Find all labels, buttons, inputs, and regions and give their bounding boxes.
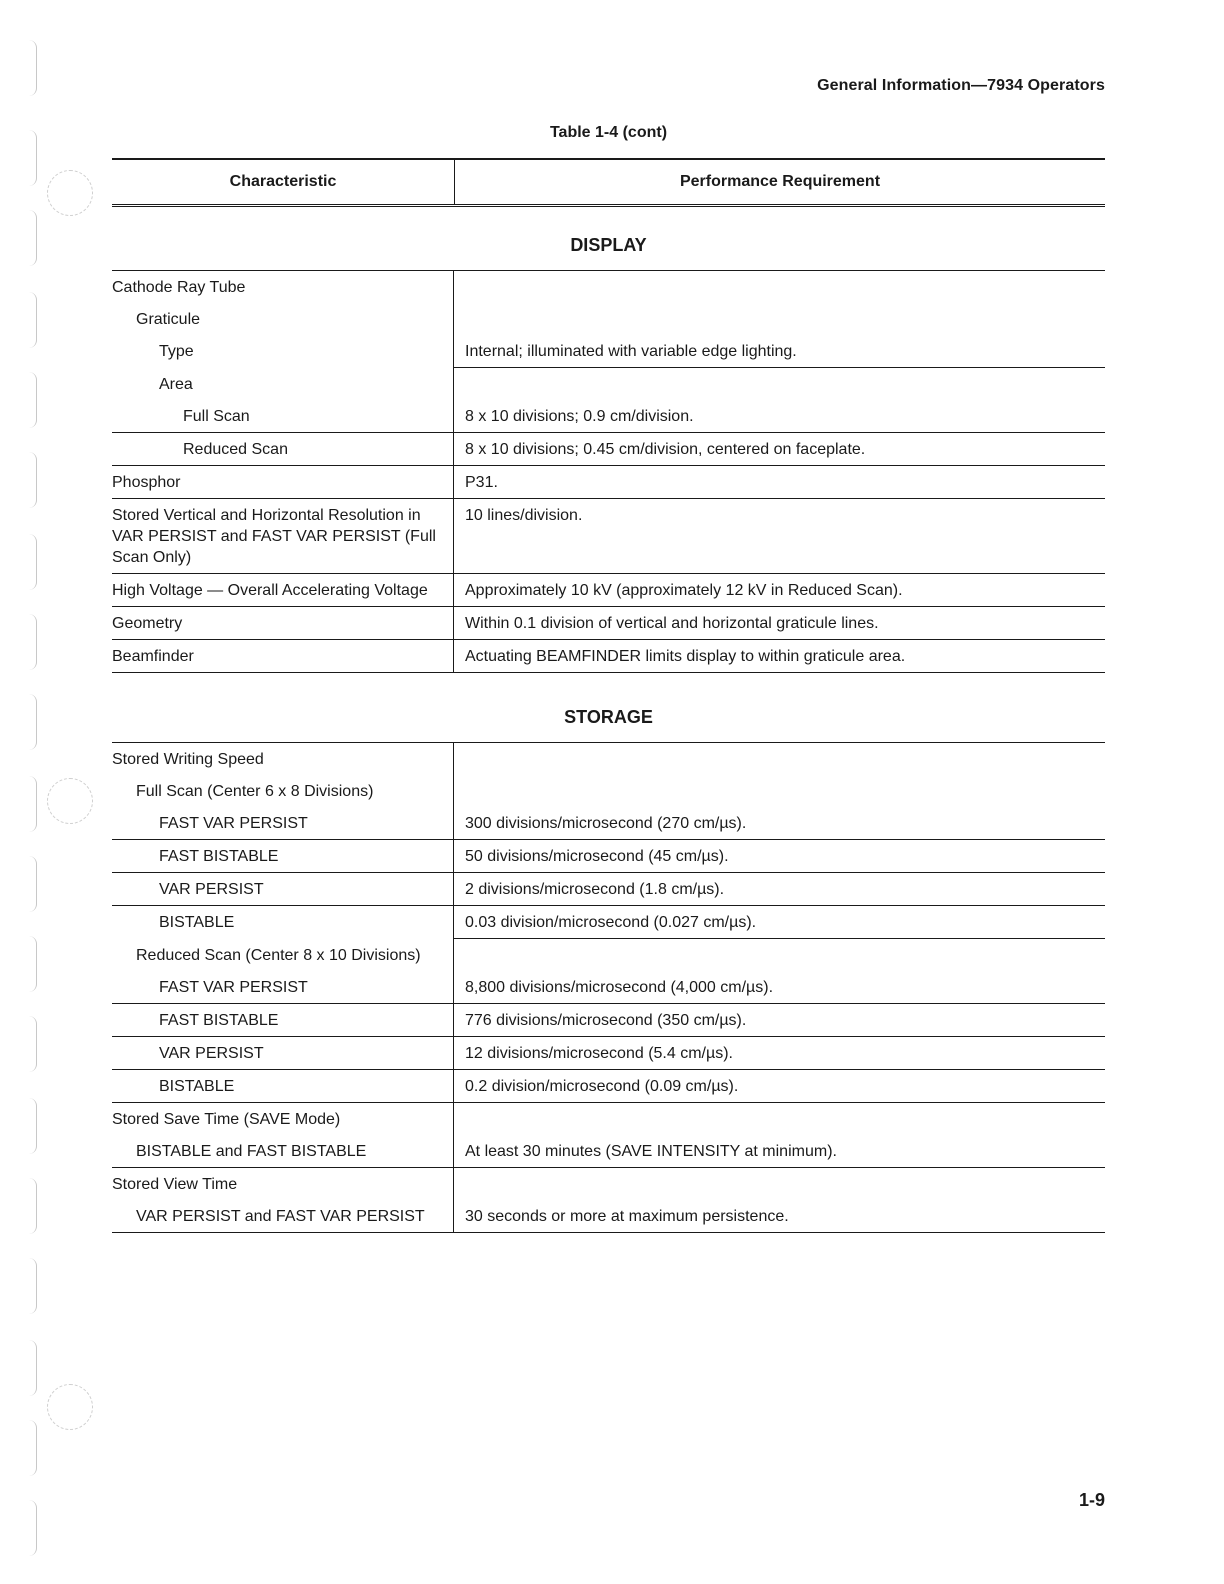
punch-hole [47,1384,93,1430]
characteristic-cell: High Voltage — Overall Accelerating Voltage [112,574,454,607]
requirement-cell: Actuating BEAMFINDER limits display to within graticule area. [454,640,1105,673]
characteristic-cell: Stored View Time [112,1168,454,1200]
requirement-cell: 0.03 division/microsecond (0.027 cm/µs). [454,906,1105,939]
requirement-cell [454,775,1105,807]
binder-tick [28,1258,37,1314]
section-title-display: DISPLAY [112,207,1105,271]
requirement-cell [454,939,1105,971]
characteristic-cell: Full Scan [112,400,454,433]
binder-tick [28,1420,37,1476]
binder-tick [28,40,37,96]
table-row [112,873,1105,906]
table-row [112,1004,1105,1037]
characteristic-cell: Phosphor [112,466,454,499]
section-title-storage: STORAGE [112,673,1105,743]
requirement-cell [454,1168,1105,1200]
binder-tick [28,292,37,348]
table-row [112,465,1105,499]
binder-tick [28,936,37,992]
requirement-cell: 8 x 10 divisions; 0.45 cm/division, centered on faceplate. [454,433,1105,466]
requirement-cell [454,368,1105,400]
table-row [112,1070,1105,1103]
characteristic-cell: Beamfinder [112,640,454,673]
characteristic-cell: Stored Vertical and Horizontal Resolution in VAR PERSIST and FAST VAR PERSIST (Full Scan Only) [112,499,454,574]
binder-tick [28,776,37,832]
table-row [112,368,1105,400]
binder-tick [28,372,37,428]
requirement-cell: 2 divisions/microsecond (1.8 cm/µs). [454,873,1105,906]
binder-tick [28,856,37,912]
binder-tick [28,210,37,266]
requirement-cell: 30 seconds or more at maximum persistence. [454,1200,1105,1233]
binder-tick [28,694,37,750]
binder-tick [28,534,37,590]
table-caption: Table 1-4 (cont) [549,124,668,141]
requirement-cell: 8,800 divisions/microsecond (4,000 cm/µs). [454,971,1105,1004]
table-row [112,1168,1105,1200]
characteristic-cell: Graticule [112,303,454,335]
characteristic-cell: BISTABLE and FAST BISTABLE [112,1135,454,1168]
running-header: General Information—7934 Operators [817,77,1105,94]
characteristic-cell: VAR PERSIST [112,873,454,906]
table-row [112,400,1105,433]
table-row [112,840,1105,873]
binder-tick [28,452,37,508]
requirement-cell [454,271,1105,303]
table-row [112,906,1105,939]
page-number: 1-9 [1078,1490,1105,1510]
table-row [112,807,1105,840]
characteristic-cell: VAR PERSIST and FAST VAR PERSIST [112,1200,454,1233]
characteristic-cell: Reduced Scan (Center 8 x 10 Divisions) [112,939,454,971]
table-row [112,1135,1105,1168]
table-row [112,640,1105,673]
binder-tick [28,130,37,186]
requirement-cell: 50 divisions/microsecond (45 cm/µs). [454,840,1105,873]
characteristic-cell: Reduced Scan [112,433,454,466]
binder-tick [28,1016,37,1072]
characteristic-cell: Cathode Ray Tube [112,271,454,303]
characteristic-cell: Geometry [112,607,454,640]
punch-hole [47,170,93,216]
table-row [112,335,1105,368]
characteristic-cell: FAST VAR PERSIST [112,807,454,840]
column-header-characteristic: Characteristic [112,160,455,204]
requirement-cell: Approximately 10 kV (approximately 12 kV in Reduced Scan). [454,574,1105,607]
table-row [112,607,1105,640]
requirement-cell: At least 30 minutes (SAVE INTENSITY at minimum). [454,1135,1105,1168]
characteristic-cell: Stored Save Time (SAVE Mode) [112,1103,454,1135]
table-row [112,271,1105,303]
characteristic-cell: FAST BISTABLE [112,840,454,873]
requirement-cell [454,303,1105,335]
table-row [112,574,1105,607]
requirement-cell: Within 0.1 division of vertical and horizontal graticule lines. [454,607,1105,640]
requirement-cell: 0.2 division/microsecond (0.09 cm/µs). [454,1070,1105,1103]
punch-hole [47,778,93,824]
table-row [112,303,1105,335]
table-row [112,499,1105,574]
table-row [112,433,1105,466]
binder-tick [28,614,37,670]
characteristic-cell: BISTABLE [112,1070,454,1103]
table-row [112,1103,1105,1135]
table-row [112,971,1105,1004]
characteristic-cell: FAST VAR PERSIST [112,971,454,1004]
table-row [112,1200,1105,1233]
requirement-cell: 10 lines/division. [454,499,1105,574]
column-header-row [112,158,1105,207]
requirement-cell: 12 divisions/microsecond (5.4 cm/µs). [454,1037,1105,1070]
requirement-cell: P31. [454,466,1105,499]
table-row [112,939,1105,971]
characteristic-cell: BISTABLE [112,906,454,939]
characteristic-cell: VAR PERSIST [112,1037,454,1070]
characteristic-cell: Type [112,335,454,368]
binder-tick [28,1500,37,1556]
spec-table [112,158,1105,1233]
table-row [112,1037,1105,1070]
column-header-requirement: Performance Requirement [679,173,881,190]
binder-tick [28,1098,37,1154]
binder-margin [0,0,48,1584]
binder-tick [28,1178,37,1234]
requirement-cell [454,743,1105,775]
table-row [112,743,1105,775]
binder-tick [28,1340,37,1396]
requirement-cell [454,1103,1105,1135]
requirement-cell: Internal; illuminated with variable edge lighting. [454,335,1105,368]
requirement-cell: 300 divisions/microsecond (270 cm/µs). [454,807,1105,840]
table-row [112,775,1105,807]
characteristic-cell: Area [112,368,454,400]
characteristic-cell: FAST BISTABLE [112,1004,454,1037]
requirement-cell: 776 divisions/microsecond (350 cm/µs). [454,1004,1105,1037]
requirement-cell: 8 x 10 divisions; 0.9 cm/division. [454,400,1105,433]
characteristic-cell: Full Scan (Center 6 x 8 Divisions) [112,775,454,807]
characteristic-cell: Stored Writing Speed [112,743,454,775]
